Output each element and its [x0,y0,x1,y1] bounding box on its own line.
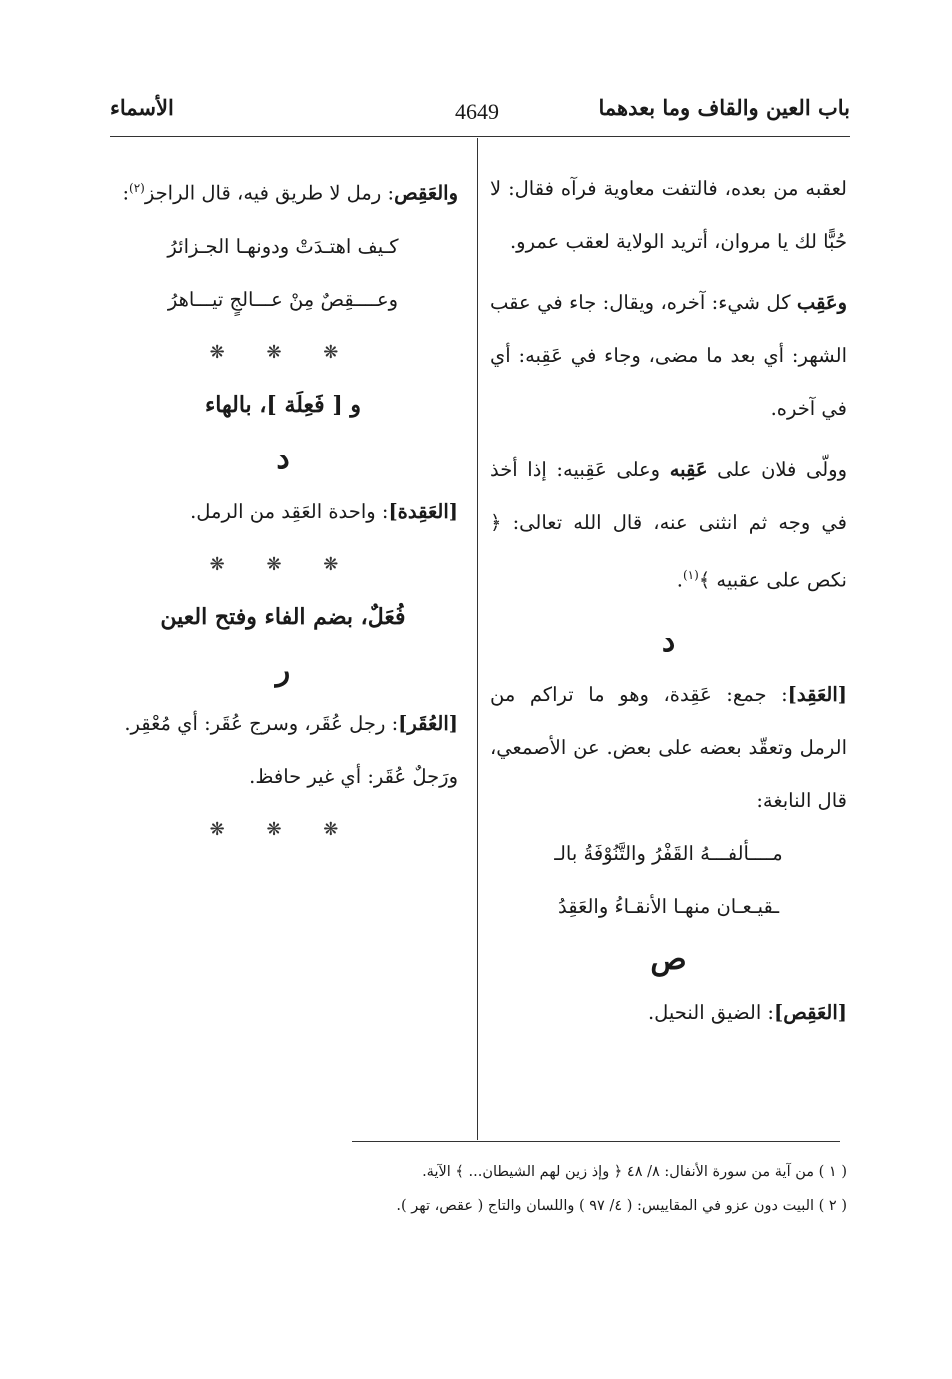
verse-line: مــــألفـــهُ القَفْرُ والتَّنُوْفَةُ بالـ [554,841,783,865]
section-letter: د [661,623,676,659]
separator-stars: ❋ ❋ ❋ [209,341,357,363]
paragraph [490,276,847,435]
section-letter: ص [650,941,687,977]
paragraph: والعَقِص: رمل لا طريق فيه، قال الراجز$^{(٢)}$: [122,181,458,205]
section-heading: و [ فَعِلَة ]، بالهاء [204,391,362,418]
entry-text: : رجل عُقَر، وسرج عُقَر: أي مُعْقِر. [124,711,399,735]
footnote: ( ٢ ) البيت دون عزو في المقاييس: ( ٤/ ٩٧ ) واللسان والتاج ( عقص، تهر ). [396,1198,847,1214]
paragraph [490,668,847,827]
category-title: الأسماء [110,95,174,120]
section-heading: فُعَلٌ، بضم الفاء وفتح العين [160,603,406,630]
footnote: ( ١ ) من آية من سورة الأنفال: ٨/ ٤٨ ﴿ وإذ زين لهم الشيطان... ﴾ الآية. [422,1164,847,1180]
footnote-ref: (٢) [129,181,145,195]
entry-text: : واحدة العَقِد من الرمل. [190,499,389,523]
entry-text: كل شيء: آخره، ويقال: جاء في عقب الشهر: أي بعد ما مضى، وجاء في عَقِبه: أي في آخره. [490,291,847,420]
entry-text: : رمل لا طريق فيه، قال الراجز [144,181,395,205]
entry-text: : جمع: عَقِدة، وهو ما تراكم من الرمل وتعقّد بعضه على بعض. عن الأصمعي، قال النابغة: [490,682,847,812]
paragraph [490,986,847,1039]
page-number: 4649 [455,99,499,124]
section-letter: د [276,440,290,476]
entry-text: وعلى عَقِبيه: إذا أخذ في وجه ثم انثنى عنه، قال الله تعالى: ﴿ نكص على عقبيه ﴾ [490,458,847,592]
verse-line: ـقيـعـان منهـا الأنقـاءُ والعَقِدُ [557,894,780,918]
footnote-rule [352,1141,840,1142]
paragraph: ورَجلٌ عُقَر: أي غير حافظ. [249,764,458,788]
entry-headword: [العُقَر] [398,711,458,735]
paragraph [108,485,458,538]
entry-text: وولّى فلان على [707,458,848,481]
entry-headword: [العَقِص] [774,1000,847,1024]
paragraph: وولّى فلان على عَقِبه وعلى عَقِبيه: إذا أخذ في وجه ثم انثنى عنه، قال الله تعالى: ﴿ نكص على عقبيه ﴾$^{(١)}$. [490,458,848,592]
footnote-ref: (١) [682,568,699,582]
paragraph [108,697,458,750]
verse-line: وعــــقِصٌ مِنْ عـــالجٍ تيـــاهرُ [167,287,399,311]
entry-headword: [العَقِد] [787,682,847,706]
paragraph: لعقبه من بعده، فالتفت معاوية فرآه فقال: لا حُبًّا لك يا مروان، أتريد الولاية لعقب عمرو. [490,177,847,253]
entry-headword: والعَقِص [394,181,458,205]
footnotes [107,1155,847,1223]
right-column [490,162,847,1039]
left-column [108,162,458,856]
entry-text: : الضيق النحيل. [647,1000,775,1024]
verse-line: كـيف اهتـدَتْ ودونهـا الجـزائرُ [167,234,399,258]
section-letter: ر [275,652,291,688]
entry-headword: وعَقِب [796,291,847,314]
page-header [110,95,850,135]
separator-stars: ❋ ❋ ❋ [209,553,357,575]
section-title: باب العين والقاف وما بعدهما [598,95,850,120]
entry-headword: [العَقِدة] [388,499,458,523]
separator-stars: ❋ ❋ ❋ [209,818,357,840]
header-rule [110,136,850,137]
entry-headword: عَقِبه [669,458,708,481]
column-divider [477,138,478,1140]
